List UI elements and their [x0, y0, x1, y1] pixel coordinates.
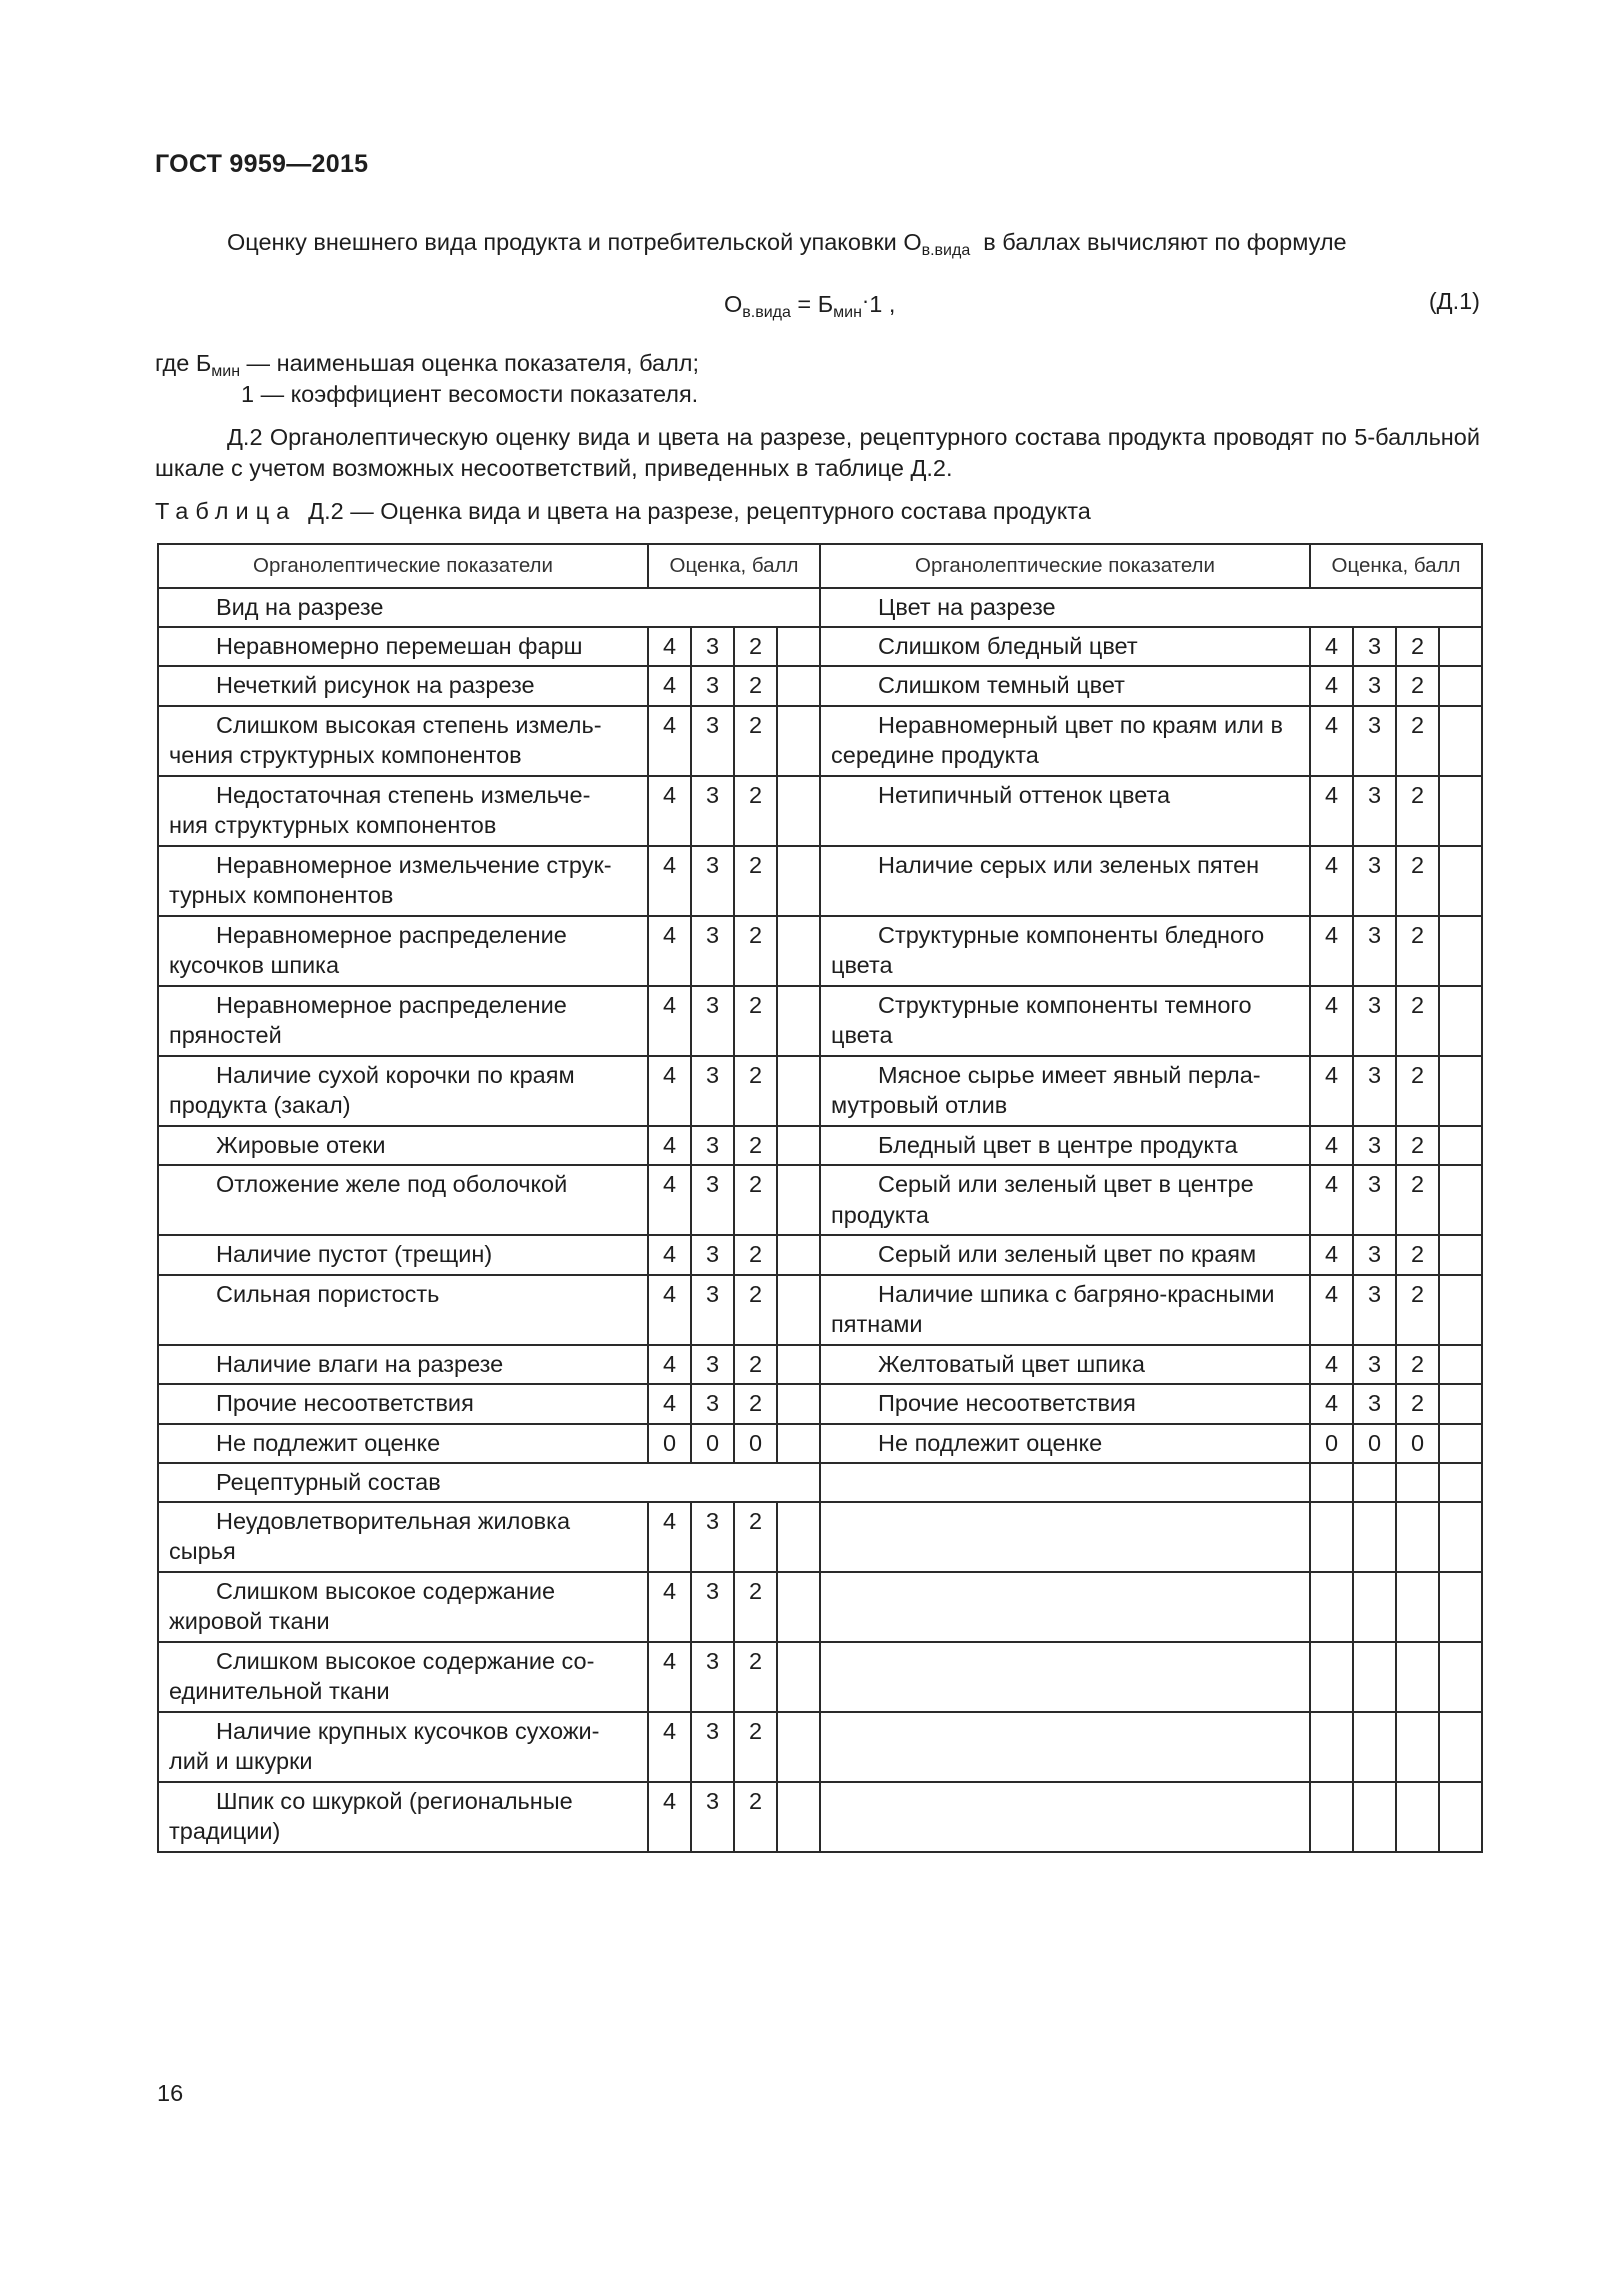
formula: $О_{в.вида} = Б_{мин}\cdot 1$ , [724, 288, 896, 321]
indicator-left [158, 916, 648, 986]
score-empty [1439, 1345, 1482, 1385]
indicator-left-line: Слишком высокая степень измель- [216, 711, 602, 738]
empty-cell [1353, 1642, 1396, 1712]
empty-cell [820, 1782, 1310, 1852]
score-empty [1439, 916, 1482, 986]
empty-cell [820, 1642, 1310, 1712]
formula-number: (Д.1) [1428, 288, 1480, 314]
indicator-left-line: Неудовлетворительная жиловка [216, 1507, 571, 1534]
score-left: 4 [648, 1712, 691, 1782]
indicator-right-line: Наличие шпика с багряно-красными [878, 1280, 1275, 1307]
score-right: 3 [1353, 627, 1396, 667]
score-right: 4 [1310, 776, 1353, 846]
table-header-row [158, 544, 1482, 588]
indicator-left [158, 1782, 648, 1852]
empty-cell [1310, 1572, 1353, 1642]
score-right: 4 [1310, 627, 1353, 667]
indicator-right [820, 666, 1310, 706]
table-row [158, 1424, 1482, 1464]
indicator-left-line: Отложение желе под оболочкой [216, 1171, 568, 1197]
score-left: 4 [648, 1275, 691, 1345]
score-empty [1439, 1165, 1482, 1235]
score-left: 3 [691, 1712, 734, 1782]
indicator-left [158, 1572, 648, 1642]
empty-cell [1396, 1642, 1439, 1712]
score-empty [777, 916, 820, 986]
score-empty [777, 1642, 820, 1712]
score-left: 3 [691, 1235, 734, 1275]
score-right: 3 [1353, 1056, 1396, 1126]
evaluation-table [157, 543, 1483, 1853]
indicator-right-line: Структурные компоненты бледного [878, 921, 1265, 948]
indicator-left [158, 706, 648, 776]
score-right: 4 [1310, 986, 1353, 1056]
table-row [158, 666, 1482, 706]
score-left: 3 [691, 1345, 734, 1385]
score-right: 3 [1353, 706, 1396, 776]
empty-cell [1353, 1782, 1396, 1852]
score-empty [777, 986, 820, 1056]
table-row [158, 1275, 1482, 1345]
score-empty [777, 1126, 820, 1166]
indicator-right-line: мутровый отлив [831, 1092, 1008, 1118]
indicator-left [158, 1424, 648, 1464]
score-left: 0 [648, 1424, 691, 1464]
indicator-left-line: традиции) [169, 1818, 281, 1844]
score-left: 3 [691, 666, 734, 706]
section-title-right: Цвет на разрезе [820, 588, 1482, 627]
score-left: 3 [691, 1165, 734, 1235]
score-left: 3 [691, 1572, 734, 1642]
score-left: 2 [734, 666, 777, 706]
score-left: 2 [734, 1782, 777, 1852]
score-left: 4 [648, 1502, 691, 1572]
indicator-left-line: сырья [169, 1538, 236, 1564]
indicator-left-line: лий и шкурки [169, 1748, 313, 1774]
score-right: 2 [1396, 1235, 1439, 1275]
score-right: 4 [1310, 1165, 1353, 1235]
score-empty [1439, 1235, 1482, 1275]
score-empty [777, 1056, 820, 1126]
indicator-left-line: продукта (закал) [169, 1092, 351, 1118]
score-empty [1439, 986, 1482, 1056]
indicator-right-line: Слишком темный цвет [878, 672, 1125, 698]
indicator-left [158, 1345, 648, 1385]
score-left: 4 [648, 1345, 691, 1385]
score-left: 4 [648, 1235, 691, 1275]
indicator-left [158, 1502, 648, 1572]
table-row [158, 1165, 1482, 1235]
score-right: 3 [1353, 1126, 1396, 1166]
score-left: 4 [648, 1572, 691, 1642]
indicator-left [158, 1056, 648, 1126]
indicator-left-line: чения структурных компонентов [169, 742, 522, 768]
indicator-left-line: Неравномерное распределение [216, 991, 567, 1018]
score-left: 3 [691, 986, 734, 1056]
indicator-right [820, 1345, 1310, 1385]
score-left: 4 [648, 986, 691, 1056]
indicator-left-line: Шпик со шкуркой (региональные [216, 1787, 573, 1814]
score-left: 2 [734, 627, 777, 667]
table-row [158, 1502, 1482, 1572]
indicator-right [820, 776, 1310, 846]
table-row [158, 627, 1482, 667]
score-right: 2 [1396, 846, 1439, 916]
indicator-left-line: Неравномерное распределение [216, 921, 567, 948]
score-right: 3 [1353, 776, 1396, 846]
empty-cell [820, 1712, 1310, 1782]
score-left: 2 [734, 1126, 777, 1166]
score-empty [777, 1235, 820, 1275]
score-left: 2 [734, 1712, 777, 1782]
empty-cell [1439, 1502, 1482, 1572]
table-row [158, 986, 1482, 1056]
score-empty [777, 706, 820, 776]
score-right: 2 [1396, 706, 1439, 776]
indicator-right [820, 1275, 1310, 1345]
score-empty [777, 1424, 820, 1464]
score-right: 0 [1353, 1424, 1396, 1464]
score-left: 4 [648, 627, 691, 667]
indicator-right [820, 986, 1310, 1056]
indicator-left [158, 1275, 648, 1345]
score-empty [1439, 627, 1482, 667]
score-left: 4 [648, 846, 691, 916]
score-left: 3 [691, 1384, 734, 1424]
score-empty [1439, 846, 1482, 916]
indicator-right [820, 1165, 1310, 1235]
score-left: 4 [648, 706, 691, 776]
score-empty [1439, 706, 1482, 776]
score-left: 2 [734, 846, 777, 916]
empty-cell [1353, 1572, 1396, 1642]
indicator-left [158, 1165, 648, 1235]
table-row [158, 1126, 1482, 1166]
score-empty [1439, 776, 1482, 846]
score-right: 4 [1310, 706, 1353, 776]
indicator-right-line: цвета [831, 952, 893, 978]
score-left: 2 [734, 1345, 777, 1385]
score-right: 2 [1396, 1275, 1439, 1345]
table-row [158, 1345, 1482, 1385]
score-right: 4 [1310, 1126, 1353, 1166]
score-left: 2 [734, 706, 777, 776]
score-empty [1439, 1056, 1482, 1126]
indicator-right [820, 706, 1310, 776]
indicator-left-line: Прочие несоответствия [216, 1390, 474, 1416]
score-empty [777, 776, 820, 846]
score-empty [777, 1345, 820, 1385]
indicator-right [820, 1384, 1310, 1424]
score-right: 0 [1310, 1424, 1353, 1464]
section-row [158, 1463, 1482, 1502]
empty-cell [1396, 1502, 1439, 1572]
score-right: 4 [1310, 1235, 1353, 1275]
indicator-left [158, 1384, 648, 1424]
indicator-left [158, 776, 648, 846]
score-left: 4 [648, 1642, 691, 1712]
indicator-left [158, 986, 648, 1056]
indicator-right [820, 1424, 1310, 1464]
header-indicator-right: Органолептические показатели [820, 544, 1310, 588]
score-right: 4 [1310, 916, 1353, 986]
indicator-left-line: Неравномерно перемешан фарш [216, 632, 583, 659]
score-left: 3 [691, 1782, 734, 1852]
indicator-right [820, 1056, 1310, 1126]
score-left: 2 [734, 776, 777, 846]
score-right: 4 [1310, 1345, 1353, 1385]
empty-cell [820, 1502, 1310, 1572]
score-empty [777, 846, 820, 916]
table-row [158, 1235, 1482, 1275]
score-left: 3 [691, 1056, 734, 1126]
indicator-left-line: кусочков шпика [169, 952, 340, 978]
score-empty [777, 666, 820, 706]
score-right: 2 [1396, 1345, 1439, 1385]
score-right: 4 [1310, 846, 1353, 916]
score-left: 2 [734, 1572, 777, 1642]
section-title-left: Рецептурный состав [158, 1463, 820, 1502]
score-right: 4 [1310, 1384, 1353, 1424]
score-left: 4 [648, 916, 691, 986]
indicator-right-line: середине продукта [831, 742, 1039, 768]
indicator-right [820, 1235, 1310, 1275]
indicator-left-line: Слишком высокое содержание со- [216, 1647, 595, 1674]
score-right: 2 [1396, 1126, 1439, 1166]
empty-cell [1396, 1782, 1439, 1852]
empty-cell [1353, 1463, 1396, 1502]
score-left: 2 [734, 1235, 777, 1275]
section-row [158, 588, 1482, 627]
indicator-right-line: Серый или зеленый цвет по краям [878, 1241, 1257, 1267]
score-right: 0 [1396, 1424, 1439, 1464]
score-left: 3 [691, 916, 734, 986]
indicator-right-line: Не подлежит оценке [878, 1429, 1103, 1456]
section-title-left: Вид на разрезе [158, 588, 820, 627]
score-left: 3 [691, 627, 734, 667]
document-header: ГОСТ 9959—2015 [155, 150, 369, 178]
table-row [158, 916, 1482, 986]
score-left: 3 [691, 1275, 734, 1345]
empty-cell [1439, 1712, 1482, 1782]
indicator-right [820, 916, 1310, 986]
indicator-right-line: Наличие серых или зеленых пятен [878, 851, 1260, 878]
empty-cell [1439, 1463, 1482, 1502]
score-right: 2 [1396, 1165, 1439, 1235]
indicator-left-line: Жировые отеки [216, 1131, 386, 1158]
indicator-left-line: Наличие пустот (трещин) [216, 1241, 493, 1267]
empty-cell [1310, 1642, 1353, 1712]
table-row [158, 1642, 1482, 1712]
header-score-left: Оценка, балл [648, 544, 820, 588]
score-left: 4 [648, 1782, 691, 1852]
indicator-left-line: Нечеткий рисунок на разрезе [216, 672, 535, 698]
indicator-right-line: Нетипичный оттенок цвета [878, 781, 1171, 808]
indicator-left-line: Слишком высокое содержание [216, 1577, 556, 1604]
indicator-left-line: Не подлежит оценке [216, 1429, 441, 1456]
header-indicator-left: Органолептические показатели [158, 544, 648, 588]
indicator-right-line: Прочие несоответствия [878, 1390, 1136, 1416]
score-left: 4 [648, 1056, 691, 1126]
empty-cell [1353, 1502, 1396, 1572]
empty-cell [1310, 1502, 1353, 1572]
indicator-left-line: Недостаточная степень измельче- [216, 781, 591, 808]
table-row [158, 1712, 1482, 1782]
empty-cell [1396, 1712, 1439, 1782]
score-right: 4 [1310, 1056, 1353, 1126]
score-left: 2 [734, 986, 777, 1056]
score-left: 2 [734, 1275, 777, 1345]
indicator-right-line: Серый или зеленый цвет в центре [878, 1171, 1254, 1197]
indicator-left-line: единительной ткани [169, 1678, 390, 1704]
indicator-right-line: Желтоватый цвет шпика [878, 1350, 1145, 1377]
indicator-left-line: Наличие влаги на разрезе [216, 1350, 504, 1377]
score-empty [777, 1782, 820, 1852]
score-left: 2 [734, 1056, 777, 1126]
indicator-left-line: пряностей [169, 1022, 282, 1048]
score-left: 3 [691, 846, 734, 916]
indicator-right-line: цвета [831, 1022, 893, 1048]
table-row [158, 1782, 1482, 1852]
score-left: 4 [648, 1165, 691, 1235]
score-right: 3 [1353, 846, 1396, 916]
formula-legend: где $Б_{мин}$ — наименьшая оценка показателя, балл; 1 — коэффициент весомости показателя. [155, 350, 700, 407]
score-empty [1439, 1126, 1482, 1166]
indicator-right [820, 627, 1310, 667]
table-row [158, 1572, 1482, 1642]
indicator-right-line: продукта [831, 1201, 929, 1228]
indicator-right-line: Структурные компоненты темного [878, 991, 1252, 1018]
score-right: 2 [1396, 627, 1439, 667]
score-right: 2 [1396, 1056, 1439, 1126]
score-empty [1439, 1424, 1482, 1464]
indicator-left-line: Сильная пористость [216, 1280, 440, 1307]
empty-cell [1353, 1712, 1396, 1782]
score-right: 2 [1396, 666, 1439, 706]
score-left: 4 [648, 1126, 691, 1166]
table-row [158, 846, 1482, 916]
indicator-left [158, 1712, 648, 1782]
score-left: 2 [734, 1384, 777, 1424]
indicator-left-line: Неравномерное измельчение струк- [216, 851, 612, 878]
table-row [158, 1384, 1482, 1424]
page-number: 16 [157, 2080, 184, 2106]
indicator-left-line: Наличие крупных кусочков сухожи- [216, 1717, 600, 1744]
score-right: 3 [1353, 1345, 1396, 1385]
indicator-left [158, 666, 648, 706]
indicator-left-line: жировой ткани [169, 1608, 330, 1634]
paragraph-formula-intro: Оценку внешнего вида продукта и потребительской упаковки $О_{в.вида}$ в баллах вычисляют по формуле [227, 229, 1347, 259]
score-empty [777, 1384, 820, 1424]
empty-cell [1310, 1782, 1353, 1852]
table-row [158, 1056, 1482, 1126]
indicator-left [158, 1126, 648, 1166]
score-empty [1439, 1275, 1482, 1345]
score-empty [777, 1712, 820, 1782]
indicator-right [820, 846, 1310, 916]
indicator-right-line: Неравномерный цвет по краям или в [878, 711, 1283, 738]
score-left: 0 [691, 1424, 734, 1464]
indicator-right-line: Бледный цвет в центре продукта [878, 1131, 1238, 1158]
empty-cell [1439, 1572, 1482, 1642]
score-left: 2 [734, 1642, 777, 1712]
table-caption: Таблица Д.2 — Оценка вида и цвета на разрезе, рецептурного состава продукта [155, 498, 1091, 524]
indicator-left-line: ния структурных компонентов [169, 812, 497, 838]
score-left: 4 [648, 776, 691, 846]
score-left: 0 [734, 1424, 777, 1464]
empty-cell [1439, 1782, 1482, 1852]
paragraph-d2: Д.2 Органолептическую оценку вида и цвета на разрезе, рецептурного состава продукта проводят по 5-балльной шкале с учетом возможных несоответствий, приведенных в таблице Д.2. [155, 424, 1480, 481]
score-right: 3 [1353, 1235, 1396, 1275]
indicator-right [820, 1126, 1310, 1166]
empty-cell [820, 1572, 1310, 1642]
indicator-left [158, 846, 648, 916]
score-empty [777, 1502, 820, 1572]
score-left: 2 [734, 916, 777, 986]
empty-cell [1310, 1463, 1353, 1502]
indicator-left-line: Наличие сухой корочки по краям [216, 1061, 575, 1088]
score-left: 2 [734, 1502, 777, 1572]
indicator-right-line: Слишком бледный цвет [878, 632, 1138, 659]
score-left: 4 [648, 666, 691, 706]
score-left: 3 [691, 1126, 734, 1166]
score-empty [777, 1165, 820, 1235]
score-left: 4 [648, 1384, 691, 1424]
indicator-right-line: Мясное сырье имеет явный перла- [878, 1061, 1261, 1088]
score-right: 3 [1353, 916, 1396, 986]
empty-cell [1310, 1712, 1353, 1782]
score-left: 2 [734, 1165, 777, 1235]
score-right: 2 [1396, 916, 1439, 986]
score-left: 3 [691, 1502, 734, 1572]
score-empty [777, 1275, 820, 1345]
score-right: 3 [1353, 666, 1396, 706]
score-right: 2 [1396, 1384, 1439, 1424]
score-empty [777, 627, 820, 667]
indicator-left [158, 1235, 648, 1275]
indicator-left-line: турных компонентов [169, 882, 394, 908]
empty-cell [1396, 1463, 1439, 1502]
score-right: 4 [1310, 666, 1353, 706]
score-right: 3 [1353, 1275, 1396, 1345]
score-empty [777, 1572, 820, 1642]
empty-cell [820, 1463, 1310, 1502]
score-right: 3 [1353, 1384, 1396, 1424]
score-empty [1439, 666, 1482, 706]
empty-cell [1396, 1572, 1439, 1642]
score-left: 3 [691, 706, 734, 776]
score-right: 3 [1353, 986, 1396, 1056]
table-row [158, 706, 1482, 776]
score-right: 4 [1310, 1275, 1353, 1345]
score-left: 3 [691, 776, 734, 846]
score-right: 2 [1396, 986, 1439, 1056]
indicator-left [158, 627, 648, 667]
score-empty [1439, 1384, 1482, 1424]
indicator-left [158, 1642, 648, 1712]
indicator-right-line: пятнами [831, 1311, 923, 1337]
score-right: 2 [1396, 776, 1439, 846]
empty-cell [1439, 1642, 1482, 1712]
table-row [158, 776, 1482, 846]
header-score-right: Оценка, балл [1310, 544, 1482, 588]
score-right: 3 [1353, 1165, 1396, 1235]
score-left: 3 [691, 1642, 734, 1712]
